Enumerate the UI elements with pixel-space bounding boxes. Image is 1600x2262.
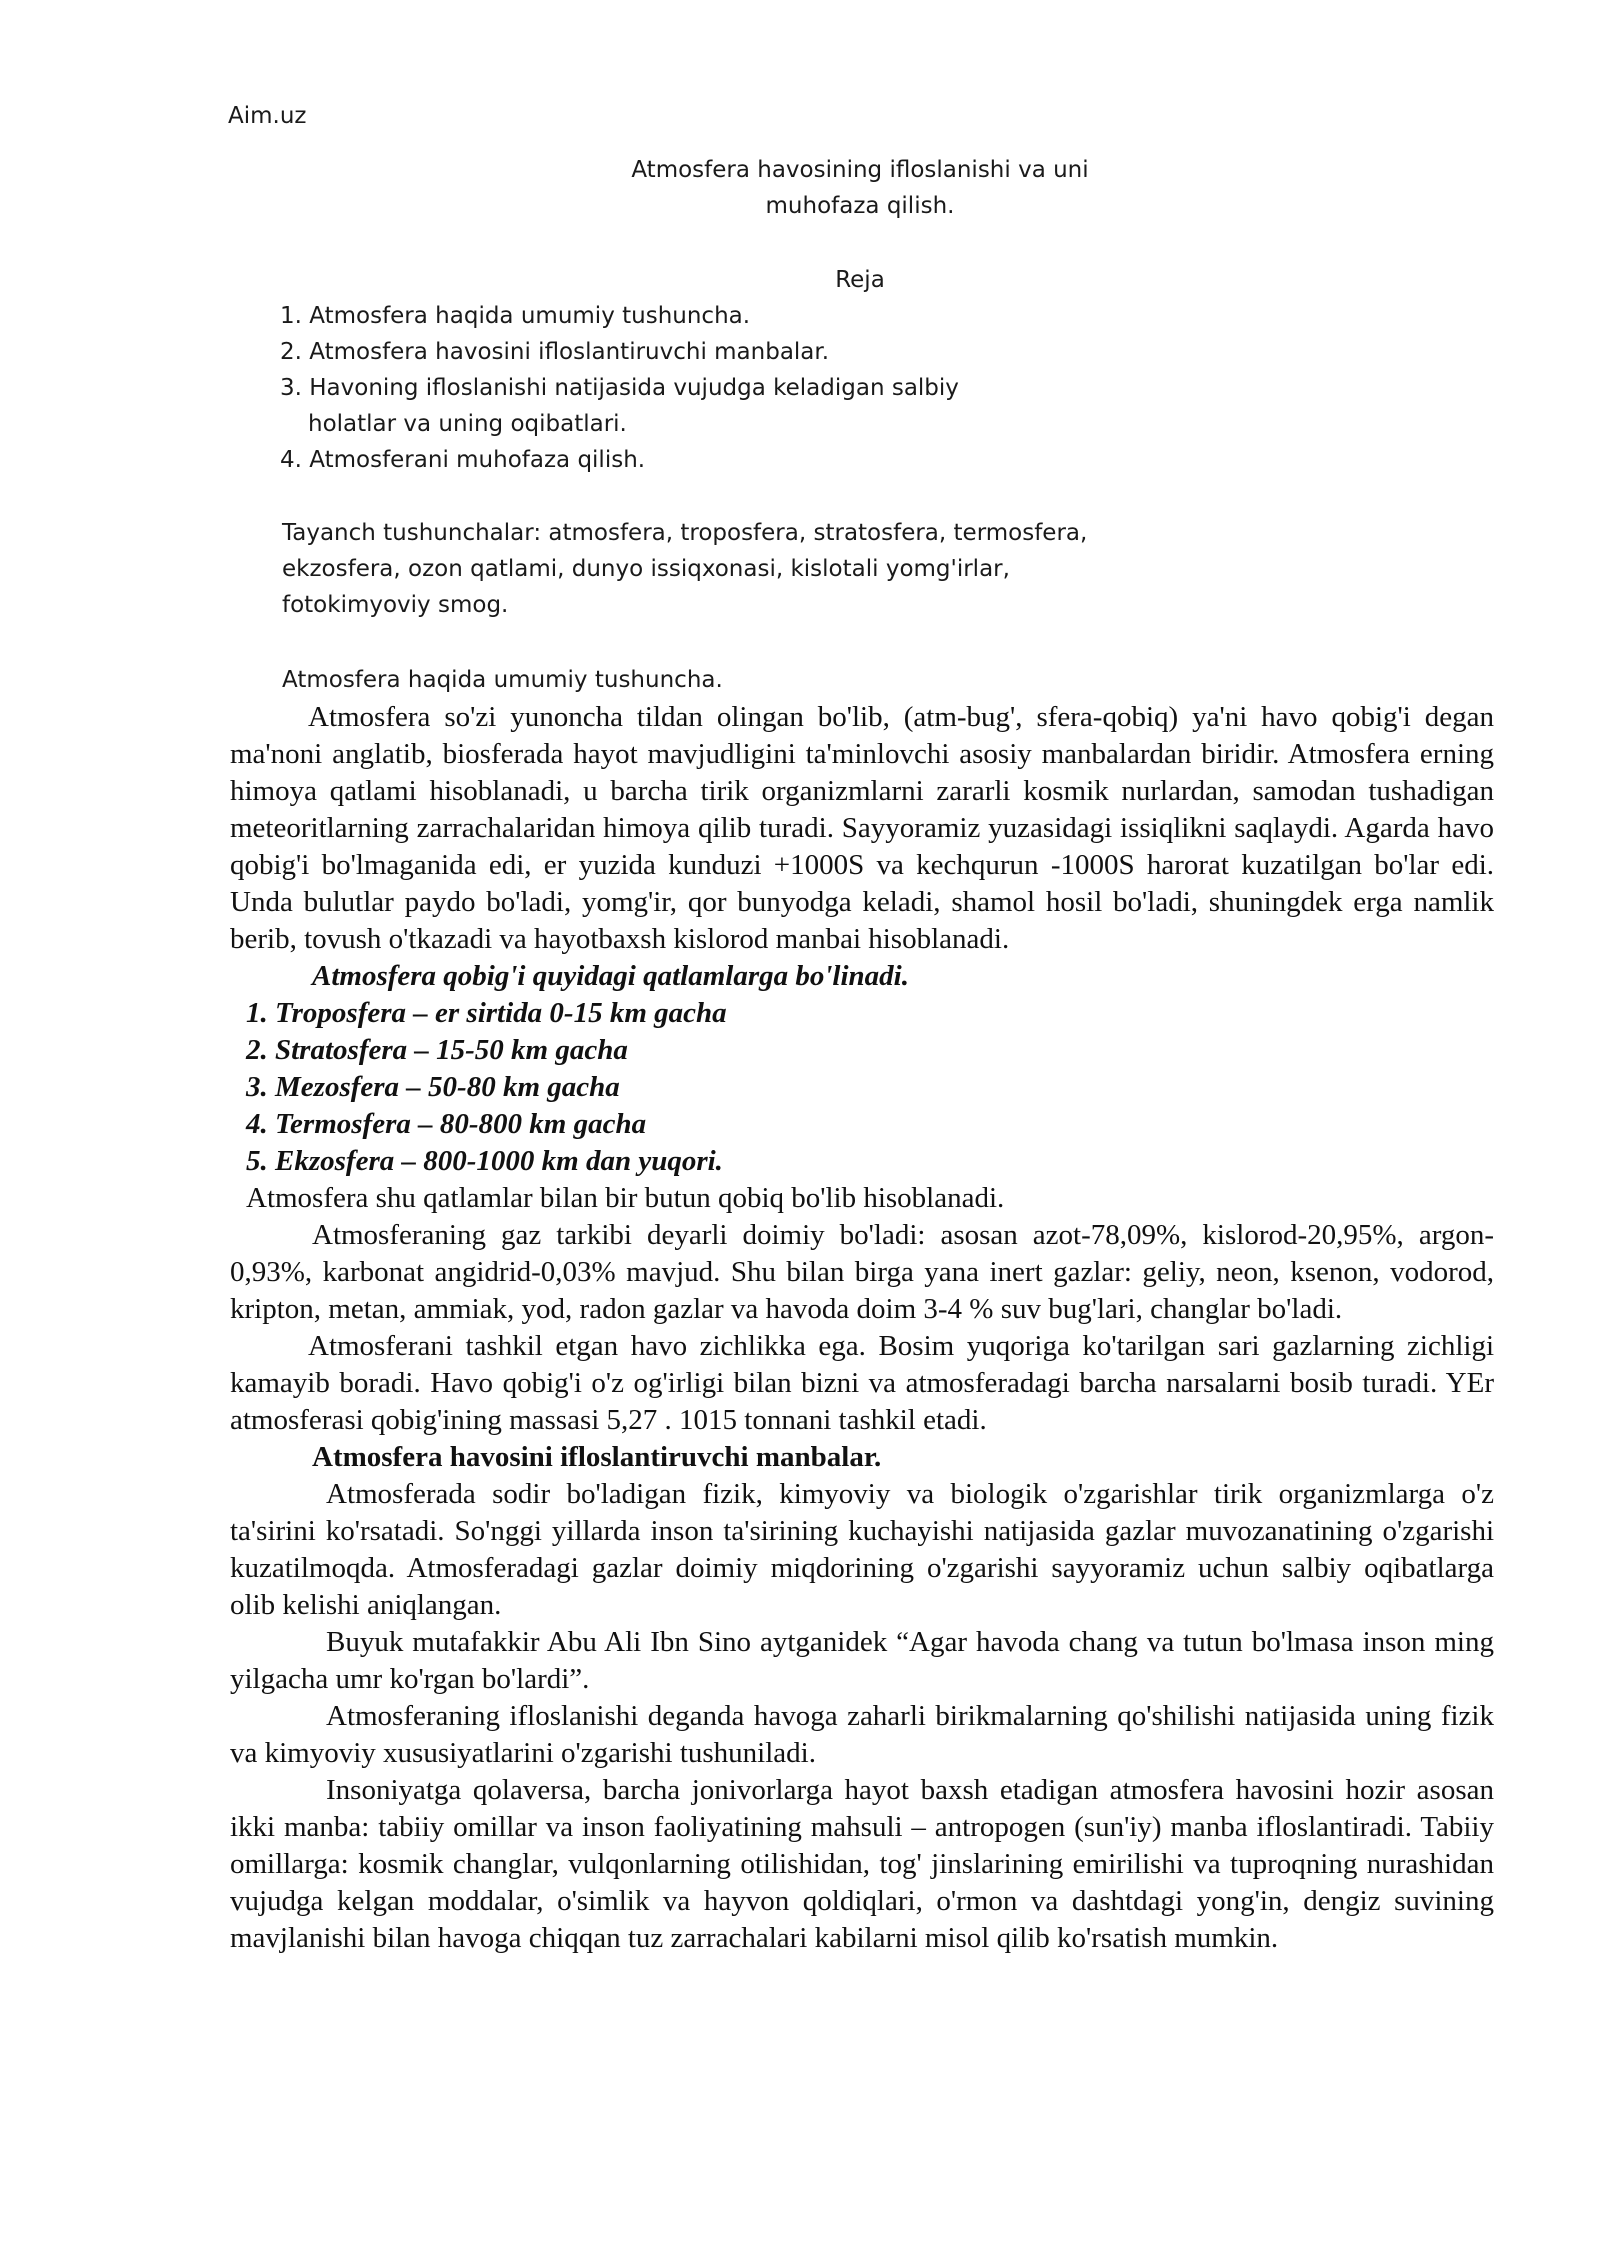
key-terms-line-1: Tayanch tushunchalar: atmosfera, troposfera, stratosfera, termosfera, (282, 520, 1088, 546)
layer-item: 3. Mezosfera – 50-80 km gacha (246, 1071, 620, 1103)
key-terms-line-3: fotokimyoviy smog. (282, 592, 509, 618)
plan-item: 3. Havoning ifloslanishi natijasida vujudga keladigan salbiy (280, 375, 959, 401)
layer-item: 4. Termosfera – 80-800 km gacha (246, 1108, 647, 1140)
paragraph: Buyuk mutafakkir Abu Ali Ibn Sino aytganidek “Agar havoda chang va tutun bo'lmasa inson ming yilgacha umr ko'rgan bo'lardi”. (230, 1626, 1494, 1695)
layer-item: 1. Troposfera – er sirtida 0-15 km gacha (246, 997, 727, 1029)
layers-list (230, 995, 1494, 1180)
document-body (230, 699, 1494, 1957)
layers-heading: Atmosfera qobig'i quyidagi qatlamlarga bo'linadi. (312, 960, 909, 992)
paragraph: Atmosferani tashkil etgan havo zichlikka ega. Bosim yuqoriga ko'tarilgan sari gazlarning zichligi kamayib boradi. Havo qobig'i o'z og'irligi bilan bizni va atmosferadagi barcha narsalarni bosib turadi. YEr atmosferasi qobig'ining massasi 5,27 . 1015 tonnani tashkil etadi. (230, 1330, 1494, 1436)
title-line-1: Atmosfera havosining ifloslanishi va uni (631, 157, 1089, 183)
key-terms-line-2: ekzosfera, ozon qatlami, dunyo issiqxonasi, kislotali yomg'irlar, (282, 556, 1010, 582)
plan-heading: Reja (835, 267, 885, 293)
plan-item: 4. Atmosferani muhofaza qilish. (280, 447, 646, 473)
section-heading: Atmosfera havosini ifloslantiruvchi manbalar. (312, 1441, 882, 1473)
title-line-2: muhofaza qilish. (765, 193, 955, 219)
paragraph: Atmosferada sodir bo'ladigan fizik, kimyoviy va biologik o'zgarishlar tirik organizmlarga o'z ta'sirini ko'rsatadi. So'nggi yillarda inson ta'sirining kuchayishi natijasida gazlar muvozanatining o'zgarishi kuzatilmoqda. Atmosferadagi gazlar doimiy miqdorining o'zgarishi sayyoramiz uchun salbiy oqibatlarga olib kelishi aniqlangan. (230, 1478, 1494, 1621)
plan-item: 2. Atmosfera havosini ifloslantiruvchi manbalar. (280, 339, 830, 365)
key-terms (282, 515, 1142, 623)
paragraph: Atmosfera shu qatlamlar bilan bir butun qobiq bo'lib hisoblanadi. (246, 1182, 1005, 1214)
plan-list (280, 298, 959, 478)
paragraph: Atmosfera so'zi yunoncha tildan olingan bo'lib, (atm-bug', sfera-qobiq) ya'ni havo qobig'i degan ma'noni anglatib, biosferada hayot mavjudligini ta'minlovchi asosiy manbalardan biridir. Atmosfera erning himoya qatlami hisoblanadi, u barcha tirik organizmlarni zararli kosmik nurlardan, samodan tushadigan meteoritlarning zarrachalaridan himoya qilib turadi. Sayyoramiz yuzasidagi issiqlikni saqlaydi. Agarda havo qobig'i bo'lmaganida edi, er yuzida kunduzi +1000S va kechqurun -1000S harorat kuzatilgan bo'lar edi. Unda bulutlar paydo bo'ladi, yomg'ir, qor bunyodga keladi, shamol hosil bo'ladi, shuningdek erga namlik berib, tovush o'tkazadi va hayotbaxsh kislorod manbai hisoblanadi. (230, 701, 1494, 955)
layer-item: 2. Stratosfera – 15-50 km gacha (246, 1034, 628, 1066)
layer-item: 5. Ekzosfera – 800-1000 km dan yuqori. (246, 1145, 723, 1177)
paragraph: Atmosferaning gaz tarkibi deyarli doimiy bo'ladi: asosan azot-78,09%, kislorod-20,95%, argon-0,93%, karbonat angidrid-0,03% mavjud. Shu bilan birga yana inert gazlar: geliy, neon, ksenon, vodorod, kripton, metan, ammiak, yod, radon gazlar va havoda doim 3-4 % suv bug'lari, changlar bo'ladi. (230, 1219, 1494, 1325)
document-title (500, 152, 1220, 224)
plan-item-continuation: holatlar va uning oqibatlari. (308, 411, 627, 437)
paragraph: Insoniyatga qolaversa, barcha jonivorlarga hayot baxsh etadigan atmosfera havosini hozir asosan ikki manba: tabiiy omillar va inson faoliyatining mahsuli – antropogen (sun'iy) manba ifloslantiradi. Tabiiy omillarga: kosmik changlar, vulqonlarning otilishidan, tog' jinslarining emirilishi va tuproqning nurashidan vujudga kelgan moddalar, o'simlik va hayvon qoldiqlari, o'rmon va dashtdagi yong'in, dengiz suvining mavjlanishi bilan havoga chiqqan tuz zarrachalari kabilarni misol qilib ko'rsatish mumkin. (230, 1774, 1494, 1954)
site-header: Aim.uz (228, 103, 307, 129)
paragraph: Atmosferaning ifloslanishi deganda havoga zaharli birikmalarning qo'shilishi natijasida uning fizik va kimyoviy xususiyatlarini o'zgarishi tushuniladi. (230, 1700, 1494, 1769)
section-heading: Atmosfera haqida umumiy tushuncha. (282, 667, 723, 693)
plan-item: 1. Atmosfera haqida umumiy tushuncha. (280, 303, 751, 329)
